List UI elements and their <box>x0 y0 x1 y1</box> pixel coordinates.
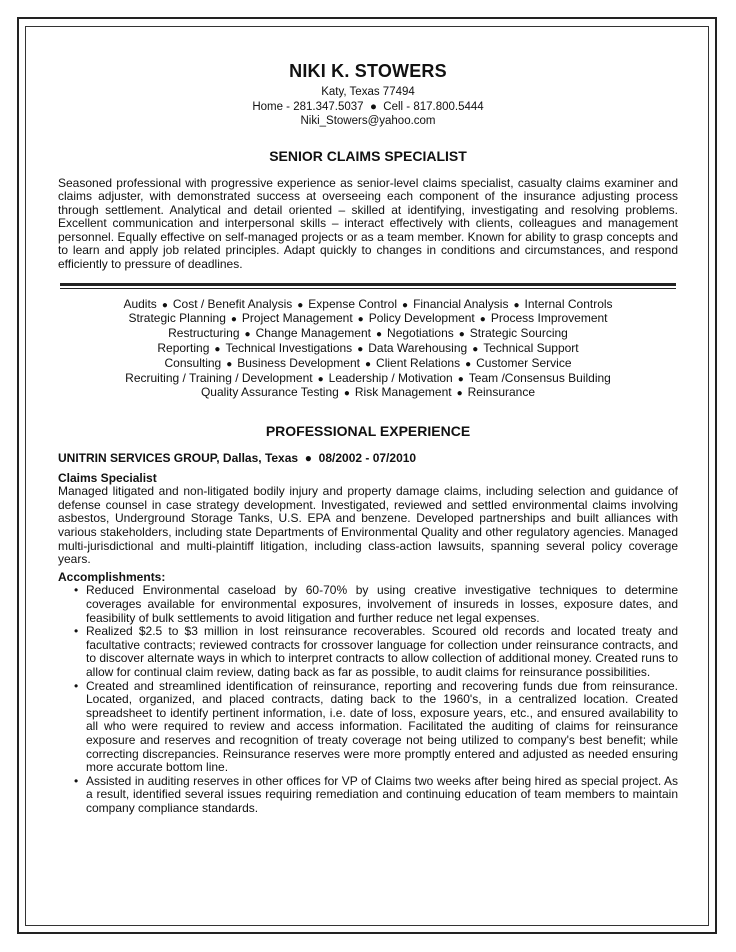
skill-item: Leadership / Motivation <box>328 370 453 385</box>
list-item: • Realized $2.5 to $3 million in lost reinsurance recoverables. Scoured old records and located treaty and facultative contracts; reviewed contracts for crossover language for collection under reinsurance contracts, and to discover alternate ways in which to interpret contracts to allow collection of additional money. Created runs to allow for continual claim review, dating back as far as possible, to audit claims for reinsurance possibilities. <box>74 625 678 679</box>
skill-item: Audits <box>123 296 157 311</box>
bullet-separator-icon: ● <box>364 358 372 370</box>
skill-item: Change Management <box>255 326 371 341</box>
bullet-separator-icon: ● <box>456 388 463 400</box>
skill-item: Strategic Planning <box>128 311 226 326</box>
skill-item: Technical Support <box>483 341 579 356</box>
skill-item: Technical Investigations <box>225 341 353 356</box>
skill-item: Consulting <box>164 355 222 370</box>
bullet-separator-icon: ● <box>161 299 168 311</box>
bullet-separator-icon: ● <box>343 388 350 400</box>
skills-line <box>58 386 678 401</box>
experience-heading: PROFESSIONAL EXPERIENCE <box>265 423 471 440</box>
skills-list <box>58 298 678 402</box>
skill-item: Process Improvement <box>490 311 608 326</box>
bullet-separator-icon: ● <box>297 299 304 311</box>
bullet-separator-icon: ● <box>244 329 251 341</box>
skill-item: Recruiting / Training / Development <box>125 370 313 385</box>
resume-page <box>58 60 678 815</box>
skills-line <box>58 342 678 357</box>
skill-item: Business Development <box>237 355 360 370</box>
role-title: Claims Specialist <box>58 471 157 486</box>
bullet-separator-icon: ● <box>214 344 221 356</box>
accomplishments-list <box>58 584 678 815</box>
double-divider <box>58 283 678 290</box>
skill-item: Project Management <box>241 311 353 326</box>
list-item: • Assisted in auditing reserves in other offices for VP of Claims two weeks after being hired as special project. As a result, identified several issues requiring remediation and continuing education of team members to maintain company compliance standards. <box>74 775 678 816</box>
phone-numbers: Home - 281.347.5037 ● Cell - 817.800.5444 <box>252 100 484 113</box>
bullet-separator-icon: ● <box>402 299 409 311</box>
bullet-separator-icon: ● <box>317 373 324 385</box>
employer-line: UNITRIN SERVICES GROUP, Dallas, Texas ● 08/2002 - 07/2010 <box>58 451 417 466</box>
bullet-separator-icon: ● <box>472 344 479 356</box>
bullet-separator-icon: ● <box>465 358 472 370</box>
skill-item: Cost / Benefit Analysis <box>172 296 293 311</box>
skills-line <box>58 357 678 372</box>
professional-summary: Seasoned professional with progressive experience as senior-level claims specialist, casualty claims examiner and claims adjuster, with demonstrated success at overseeing each component of the insurance adjusting process through settlement. Analytical and detail oriented – skilled at identifying, investigating and resolving problems. Excellent communication and interpersonal skills – interact effectively with clients, colleagues and management personnel. Equally effective on self-managed projects or as a team member. Known for ability to grasp concepts and to learn and apply job related principles. Adapt quickly to changes in conditions and circumstances, and respond efficiently to pressure of deadlines. <box>58 175 678 272</box>
skill-item: Client Relations <box>376 355 461 370</box>
skill-item: Data Warehousing <box>368 341 468 356</box>
bullet-separator-icon: ● <box>479 314 486 326</box>
skill-item: Reporting <box>157 341 210 356</box>
bullet-separator-icon: ● <box>357 344 364 356</box>
list-item: • Created and streamlined identification of reinsurance, reporting and recovering funds due from reinsurance. Located, organized, and placed contracts, dating back to the 1960's, in a centralized location. Created spreadsheet to identify pertinent information, i.e. date of loss, exposure years, etc., and ensured availability to all who were required to review and access information. Facilitated the auditing of claims for reinsurance exposure and reserves and recognition of treaty coverage not being utilized to company's best benefit; while correcting discrepancies. Reinsurance reserves were more promptly entered and adjusted as needed ensuring more accurate bottom line. <box>74 680 678 775</box>
skill-item: Financial Analysis <box>413 296 509 311</box>
job-title-heading: SENIOR CLAIMS SPECIALIST <box>269 147 467 164</box>
role-description: Managed litigated and non-litigated bodily injury and property damage claims, including selection and guidance of defense counsel in case strategy development. Investigated, reviewed and settled environmental claims involving asbestos, Underground Storage Tanks, U.S. EPA and benzene. Developed partnerships and built alliances with various stakeholders, including state Departments of Environmental Quality and other regulatory agencies. Managed multi-jurisdictional and multi-plaintiff litigation, including class-action lawsuits, spanning several policy coverage years. <box>58 484 678 567</box>
skill-item: Policy Development <box>368 311 475 326</box>
bullet-separator-icon: ● <box>226 358 233 370</box>
skill-item: Restructuring <box>168 326 240 341</box>
list-item: • Reduced Environmental caseload by 60-70% by using creative investigative techniques to determine coverages available for environmental exposures, involvement of insureds in losses, exposure dates, and feasibility of bulk settlements to avoid litigation and further reduce net legal expenses. <box>74 584 678 625</box>
skill-item: Risk Management <box>354 385 452 400</box>
accomplishments-heading: Accomplishments: <box>58 569 166 584</box>
bullet-separator-icon: ● <box>375 329 383 341</box>
skills-line <box>58 298 678 313</box>
bullet-separator-icon: ● <box>513 299 520 311</box>
skills-line <box>58 312 678 327</box>
skill-item: Team /Consensus Building <box>468 370 611 385</box>
skill-item: Quality Assurance Testing <box>200 385 339 400</box>
bullet-separator-icon: ● <box>457 373 464 385</box>
candidate-name: NIKI K. STOWERS <box>289 61 447 81</box>
skill-item: Customer Service <box>476 355 572 370</box>
skill-item: Strategic Sourcing <box>469 326 568 341</box>
skill-item: Negotiations <box>387 326 454 341</box>
email-address: Niki_Stowers@yahoo.com <box>300 115 436 127</box>
location: Katy, Texas 77494 <box>321 86 415 98</box>
skill-item: Expense Control <box>308 296 398 311</box>
bullet-separator-icon: ● <box>458 329 465 341</box>
skills-line <box>58 372 678 387</box>
bullet-separator-icon: ● <box>230 314 237 326</box>
skill-item: Reinsurance <box>467 385 536 400</box>
bullet-separator-icon: ● <box>357 314 364 326</box>
skill-item: Internal Controls <box>524 296 613 311</box>
skills-line <box>58 327 678 342</box>
